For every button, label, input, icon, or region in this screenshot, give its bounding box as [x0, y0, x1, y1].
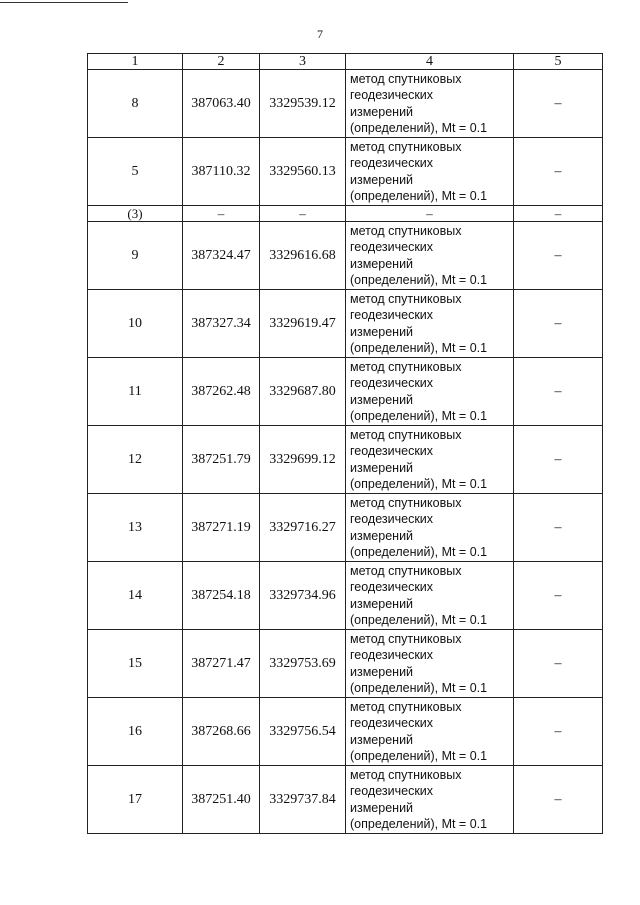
table-row [88, 562, 603, 630]
y-coordinate-cell: 3329716.27 [260, 494, 346, 562]
point-number-cell: 14 [88, 562, 183, 630]
method-line: (определений), Mt = 0.1 [350, 409, 488, 423]
y-coordinate-cell: 3329687.80 [260, 358, 346, 426]
table-row [88, 766, 603, 834]
method-line: измерений [350, 596, 414, 611]
x-coordinate-cell: 387110.32 [183, 138, 260, 206]
point-number-cell: 10 [88, 290, 183, 358]
point-number-cell: 12 [88, 426, 183, 494]
header-cell: 3 [260, 54, 346, 70]
point-number-cell: (3) [88, 206, 183, 222]
method-line: метод спутниковых [350, 223, 462, 238]
method-cell [346, 206, 514, 222]
note-cell: – [514, 698, 603, 766]
method-cell [346, 630, 514, 698]
y-coordinate-cell: 3329734.96 [260, 562, 346, 630]
method-line: геодезических [350, 784, 434, 798]
method-line: измерений [350, 732, 414, 747]
table-header-row [88, 54, 603, 70]
method-line: (определений), Mt = 0.1 [350, 545, 488, 559]
method-line: измерений [350, 392, 414, 407]
method-line: измерений [350, 460, 414, 475]
y-coordinate-cell: 3329619.47 [260, 290, 346, 358]
method-line: измерений [350, 104, 414, 119]
method-line: (определений), Mt = 0.1 [350, 817, 488, 831]
table-row [88, 70, 603, 138]
method-line: (определений), Mt = 0.1 [350, 749, 488, 763]
method-line: метод спутниковых [350, 699, 462, 714]
method-line: метод спутниковых [350, 563, 462, 578]
method-line: геодезических [350, 444, 434, 458]
x-coordinate-cell: 387271.47 [183, 630, 260, 698]
header-cell: 4 [346, 54, 514, 70]
point-number-cell: 13 [88, 494, 183, 562]
method-line: геодезических [350, 512, 434, 526]
method-cell [346, 222, 514, 290]
method-line: измерений [350, 256, 414, 271]
note-cell: – [514, 138, 603, 206]
x-coordinate-cell: – [183, 206, 260, 222]
x-coordinate-cell: 387063.40 [183, 70, 260, 138]
method-line: (определений), Mt = 0.1 [350, 341, 488, 355]
note-cell: – [514, 290, 603, 358]
y-coordinate-cell: 3329753.69 [260, 630, 346, 698]
note-cell: – [514, 426, 603, 494]
table-row [88, 630, 603, 698]
x-coordinate-cell: 387324.47 [183, 222, 260, 290]
point-number-cell: 8 [88, 70, 183, 138]
method-line: метод спутниковых [350, 767, 462, 782]
note-cell: – [514, 494, 603, 562]
method-line: метод спутниковых [350, 359, 462, 374]
point-number-cell: 11 [88, 358, 183, 426]
note-cell: – [514, 206, 603, 222]
page-number: 7 [317, 27, 323, 41]
x-coordinate-cell: 387268.66 [183, 698, 260, 766]
method-line: (определений), Mt = 0.1 [350, 613, 488, 627]
method-line: метод спутниковых [350, 291, 462, 306]
point-number-cell: 9 [88, 222, 183, 290]
method-line: геодезических [350, 648, 434, 662]
method-cell [346, 562, 514, 630]
method-cell [346, 138, 514, 206]
method-line: – [426, 205, 433, 221]
point-number-cell: 17 [88, 766, 183, 834]
header-rule [0, 2, 128, 3]
header-cell: 5 [514, 54, 603, 70]
table-row [88, 206, 603, 222]
method-line: метод спутниковых [350, 495, 462, 510]
x-coordinate-cell: 387271.19 [183, 494, 260, 562]
header-cell: 2 [183, 54, 260, 70]
table-row [88, 138, 603, 206]
y-coordinate-cell: – [260, 206, 346, 222]
y-coordinate-cell: 3329699.12 [260, 426, 346, 494]
method-line: метод спутниковых [350, 631, 462, 646]
table-row [88, 698, 603, 766]
method-cell [346, 766, 514, 834]
method-line: (определений), Mt = 0.1 [350, 681, 488, 695]
method-line: измерений [350, 172, 414, 187]
method-line: геодезических [350, 88, 434, 102]
note-cell: – [514, 358, 603, 426]
method-line: геодезических [350, 240, 434, 254]
table-row [88, 494, 603, 562]
method-line: метод спутниковых [350, 427, 462, 442]
y-coordinate-cell: 3329560.13 [260, 138, 346, 206]
method-cell [346, 290, 514, 358]
y-coordinate-cell: 3329539.12 [260, 70, 346, 138]
method-line: (определений), Mt = 0.1 [350, 477, 488, 491]
point-number-cell: 15 [88, 630, 183, 698]
method-line: геодезических [350, 156, 434, 170]
note-cell: – [514, 630, 603, 698]
table-row [88, 358, 603, 426]
method-cell [346, 698, 514, 766]
note-cell: – [514, 70, 603, 138]
method-line: метод спутниковых [350, 139, 462, 154]
table-row [88, 290, 603, 358]
method-cell [346, 358, 514, 426]
method-line: измерений [350, 528, 414, 543]
header-cell: 1 [88, 54, 183, 70]
note-cell: – [514, 766, 603, 834]
table-body [88, 54, 603, 834]
method-cell [346, 70, 514, 138]
point-number-cell: 16 [88, 698, 183, 766]
coordinates-table [87, 53, 603, 834]
method-line: (определений), Mt = 0.1 [350, 273, 488, 287]
method-cell [346, 494, 514, 562]
note-cell: – [514, 562, 603, 630]
method-line: геодезических [350, 308, 434, 322]
method-line: геодезических [350, 376, 434, 390]
method-line: измерений [350, 800, 414, 815]
method-line: (определений), Mt = 0.1 [350, 121, 488, 135]
note-cell: – [514, 222, 603, 290]
method-line: (определений), Mt = 0.1 [350, 189, 488, 203]
x-coordinate-cell: 387262.48 [183, 358, 260, 426]
method-line: измерений [350, 324, 414, 339]
table-row [88, 222, 603, 290]
method-cell [346, 426, 514, 494]
method-line: геодезических [350, 716, 434, 730]
x-coordinate-cell: 387254.18 [183, 562, 260, 630]
y-coordinate-cell: 3329756.54 [260, 698, 346, 766]
method-line: метод спутниковых [350, 71, 462, 86]
x-coordinate-cell: 387327.34 [183, 290, 260, 358]
method-line: геодезических [350, 580, 434, 594]
x-coordinate-cell: 387251.40 [183, 766, 260, 834]
method-line: измерений [350, 664, 414, 679]
y-coordinate-cell: 3329737.84 [260, 766, 346, 834]
y-coordinate-cell: 3329616.68 [260, 222, 346, 290]
point-number-cell: 5 [88, 138, 183, 206]
table-row [88, 426, 603, 494]
x-coordinate-cell: 387251.79 [183, 426, 260, 494]
